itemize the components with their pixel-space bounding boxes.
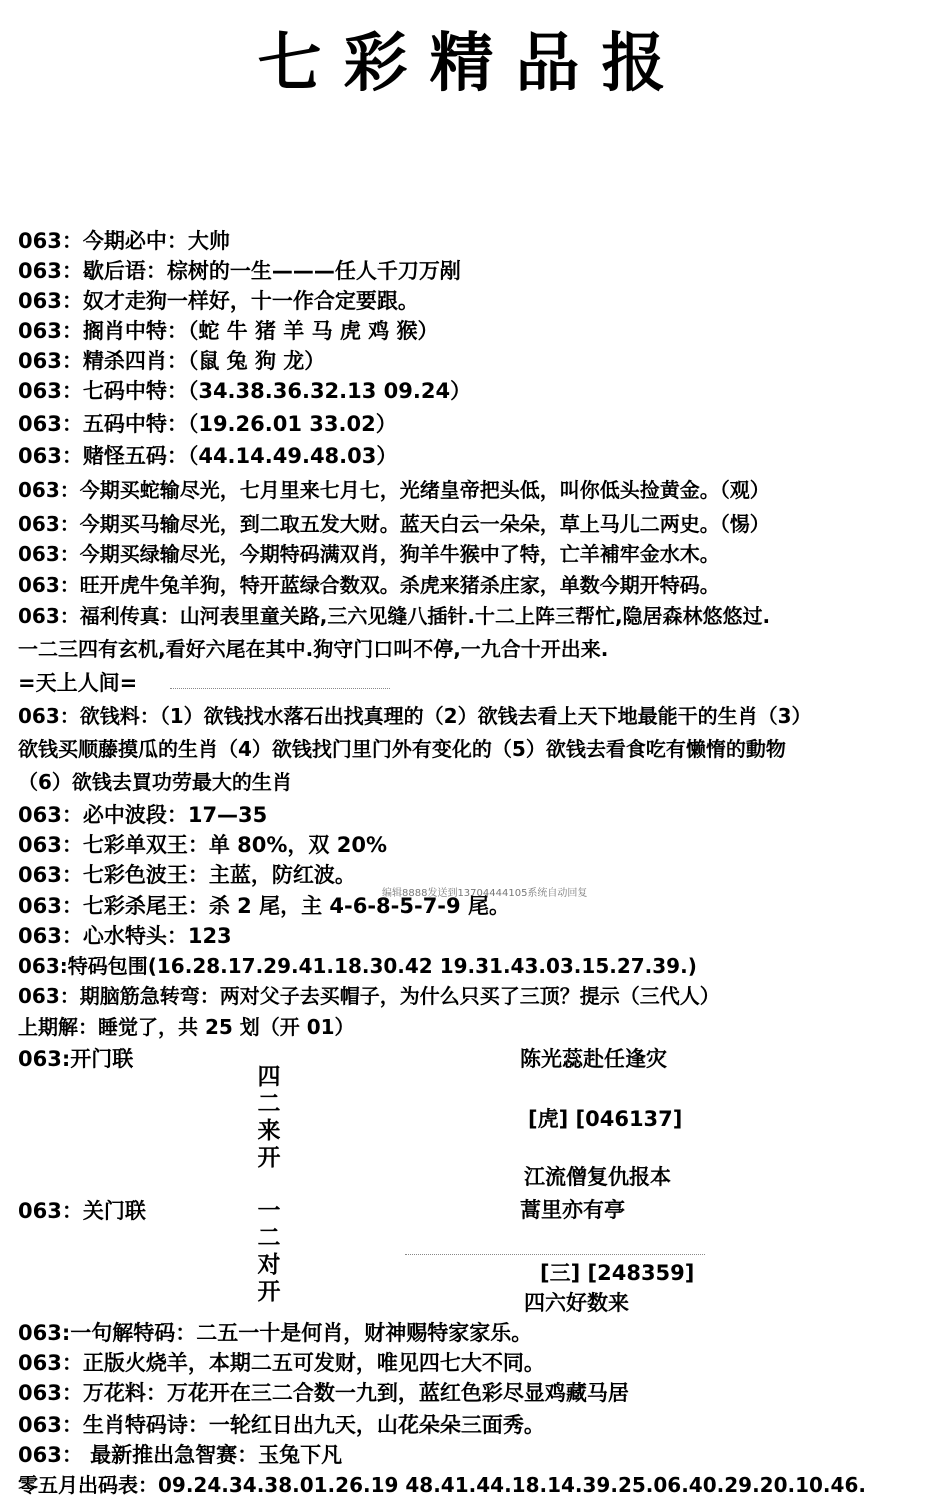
line-welfare-fax: 063：福利传真：山河表里童关路,三六见缝八插针.十二上阵三帮忙,隐居森林悠悠过.	[18, 604, 771, 628]
close-couplet-line-2: [三] [248359]	[540, 1261, 695, 1285]
line-odd-even: 063：七彩单双王：单 80%，双 20%	[18, 833, 387, 857]
close-couplet-label: 063：关门联	[18, 1199, 146, 1223]
line-quick-wit: 063： 最新推出急智赛：玉兔下凡	[18, 1443, 343, 1467]
line-welfare-fax-2: 一二三四有玄机,看好六尾在其中.狗守门口叫不停,一九合十开出来.	[18, 637, 609, 661]
open-couplet-line-1: 陈光蕊赴任逢灾	[520, 1047, 667, 1071]
dotted-divider-2	[405, 1254, 705, 1255]
line-wave-range: 063：必中波段：17—35	[18, 803, 268, 827]
open-couplet-vertical: 四二来开	[257, 1064, 281, 1171]
line-zodiac-special: 063：搁肖中特：（蛇 牛 猪 羊 马 虎 鸡 猴）	[18, 319, 439, 343]
section-heading: =天上人间=	[18, 671, 138, 695]
line-money-riddle: 063：欲钱料：（1）欲钱找水落石出找真理的（2）欲钱去看上天下地最能干的生肖（3）	[18, 704, 812, 728]
line-gambler-five: 063：赌怪五码：（44.14.49.48.03）	[18, 444, 398, 468]
line-tiger-verse: 063：旺开虎牛兔羊狗，特开蓝绿合数双。杀虎来猪杀庄家，单数今期开特码。	[18, 573, 720, 597]
line-money-riddle-2: 欲钱买顺藤摸瓜的生肖（4）欲钱找门里门外有变化的（5）欲钱去看食吃有懒惰的動物	[18, 737, 786, 761]
open-couplet-line-2: [虎] [046137]	[528, 1107, 683, 1131]
faint-note: 编辑8888发送到13704444105系统自动回复	[382, 888, 588, 899]
line-heart-head: 063：心水特头：123	[18, 924, 232, 948]
close-couplet-line-1: 蒿里亦有亭	[520, 1198, 625, 1222]
line-nucai: 063：奴才走狗一样好，十一作合定要跟。	[18, 289, 419, 313]
close-couplet-vertical: 一二对开	[257, 1198, 281, 1305]
line-one-sentence: 063:一句解特码：二五一十是何肖，财神赐特家家乐。	[18, 1321, 533, 1345]
line-last-answer: 上期解：睡觉了，共 25 划（开 01）	[18, 1015, 355, 1039]
line-horse-verse: 063：今期买马输尽光，到二取五发大财。蓝天白云一朵朵，草上马儿二两史。（惕）	[18, 512, 770, 536]
line-zodiac-poem: 063：生肖特码诗：一轮红日出九天，山花朵朵三面秀。	[18, 1413, 545, 1437]
line-xiehouyu: 063：歇后语：棕树的一生———任人千刀万剐	[18, 259, 461, 283]
line-five-codes: 063：五码中特：（19.26.01 33.02）	[18, 412, 397, 436]
line-green-verse: 063：今期买绿输尽光，今期特码满双肖，狗羊牛猴中了特，亡羊補牢金水木。	[18, 542, 720, 566]
line-color-wave: 063：七彩色波王：主蓝，防红波。	[18, 863, 356, 887]
line-brain-teaser: 063：期脑筋急转弯：两对父子去买帽子，为什么只买了三顶？提示（三代人）	[18, 984, 720, 1008]
line-kill-four: 063：精杀四肖：（鼠 兔 狗 龙）	[18, 349, 326, 373]
line-money-riddle-3: （6）欲钱去買功劳最大的生肖	[18, 770, 292, 794]
open-couplet-label: 063:开门联	[18, 1047, 134, 1071]
open-couplet-line-3: 江流僧复仇报本	[524, 1165, 671, 1189]
dotted-divider	[170, 688, 390, 689]
line-wanhua: 063：万花料：万花开在三二合数一九到，蓝红色彩尽显鸡藏马居	[18, 1381, 629, 1405]
line-must-hit: 063：今期必中：大帅	[18, 229, 230, 253]
close-couplet-line-3: 四六好数来	[524, 1291, 629, 1315]
line-kill-tail: 063：七彩杀尾王：杀 2 尾，主 4-6-8-5-7-9 尾。	[18, 894, 510, 918]
line-snake-verse: 063：今期买蛇输尽光，七月里来七月七，光绪皇帝把头低，叫你低头捡黄金。（观）	[18, 478, 770, 502]
line-fire-sheep: 063：正版火烧羊，本期二五可发财，唯见四七大不同。	[18, 1351, 545, 1375]
page-title: 七彩精品报	[257, 26, 688, 101]
line-code-surround: 063:特码包围(16.28.17.29.41.18.30.42 19.31.43.03.15.27.39.)	[18, 954, 697, 978]
line-may-draw-table: 零五月出码表：09.24.34.38.01.26.19 48.41.44.18.14.39.25.06.40.29.20.10.46.	[18, 1473, 866, 1497]
line-seven-codes: 063：七码中特：（34.38.36.32.13 09.24）	[18, 379, 472, 403]
